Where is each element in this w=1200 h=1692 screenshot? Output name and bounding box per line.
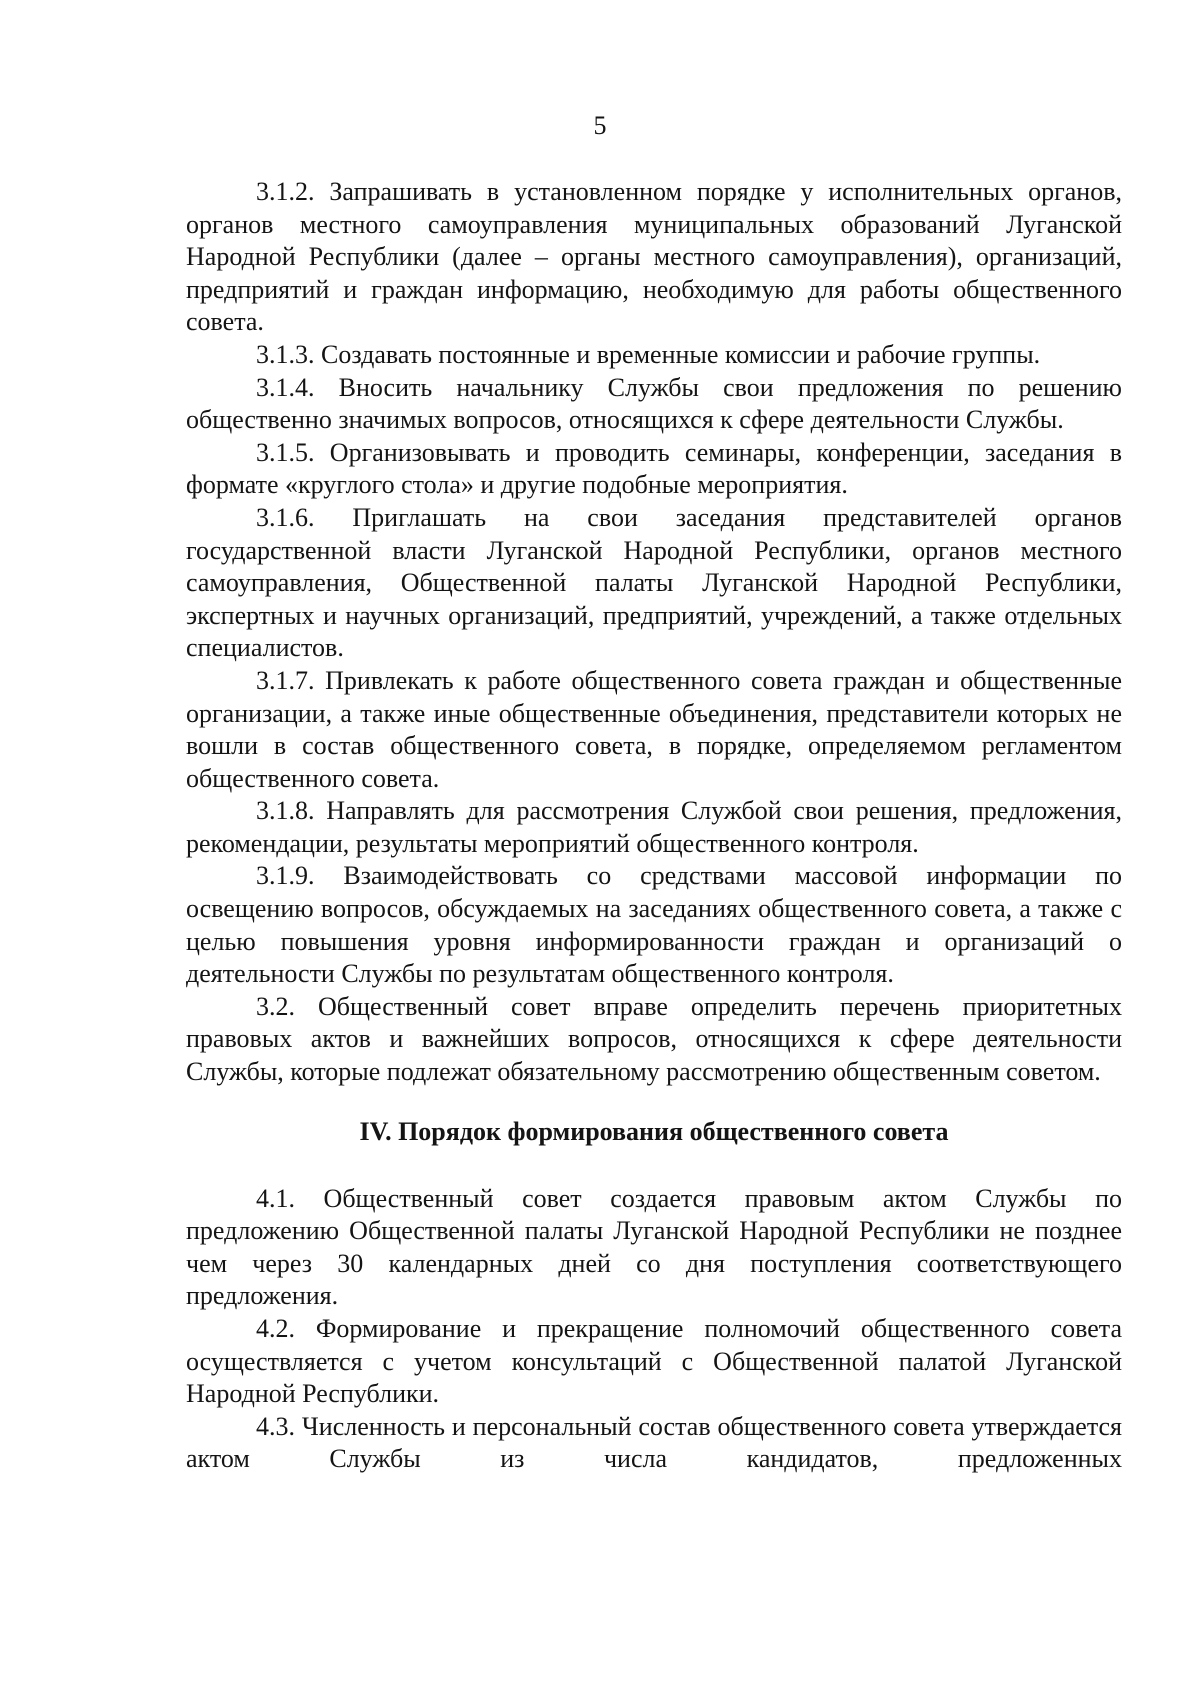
paragraph-3-1-3: 3.1.3. Создавать постоянные и временные комиссии и рабочие группы. bbox=[256, 339, 1041, 369]
paragraph-3-1-6: 3.1.6. Приглашать на свои заседания представителей органов государственной власти Луганской Народной Республики, органов местного самоуправления, Общественной палаты Луганской Народной Республики, экспертных и научных организаций, предприятий, учреждений, а также отдельных специалистов. bbox=[186, 502, 1122, 663]
paragraph-4-1: 4.1. Общественный совет создается правовым актом Службы по предложению Общественной палаты Луганской Народной Республики не позднее чем через 30 календарных дней со дня поступления соответствующего предложения. bbox=[186, 1183, 1122, 1311]
paragraph-3-1-8: 3.1.8. Направлять для рассмотрения Службой свои решения, предложения, рекомендации, результаты мероприятий общественного контроля. bbox=[186, 796, 1122, 858]
paragraph-3-1-7: 3.1.7. Привлекать к работе общественного совета граждан и общественные организации, а также иные общественные объединения, представители которых не вошли в состав общественного совета, в порядке, определяемом регламентом общественного совета. bbox=[186, 665, 1122, 793]
document-body bbox=[186, 176, 1122, 1476]
paragraph-4-3: 4.3. Численность и персональный состав общественного совета утверждается актом Службы из числа кандидатов, предложенных bbox=[186, 1411, 1122, 1474]
paragraph-3-1-2: 3.1.2. Запрашивать в установленном порядке у исполнительных органов, органов местного самоуправления муниципальных образований Луганской Народной Республики (далее – органы местного самоуправления), организаций, предприятий и граждан информацию, необходимую для работы общественного совета. bbox=[186, 177, 1122, 337]
paragraph-4-2: 4.2. Формирование и прекращение полномочий общественного совета осуществляется с учетом консультаций с Общественной палатой Луганской Народной Республики. bbox=[186, 1314, 1122, 1409]
page-number: 5 bbox=[593, 111, 607, 140]
paragraph-3-1-9: 3.1.9. Взаимодействовать со средствами массовой информации по освещению вопросов, обсуждаемых на заседаниях общественного совета, а также с целью повышения уровня информированности граждан и организаций о деятельности Службы по результатам общественного контроля. bbox=[186, 861, 1122, 989]
section-heading: IV. Порядок формирования общественного совета bbox=[359, 1116, 949, 1146]
paragraph-3-2: 3.2. Общественный совет вправе определить перечень приоритетных правовых актов и важнейших вопросов, относящихся к сфере деятельности Службы, которые подлежат обязательному рассмотрению общественным советом. bbox=[186, 991, 1122, 1087]
paragraph-3-1-5: 3.1.5. Организовывать и проводить семинары, конференции, заседания в формате «круглого стола» и другие подобные мероприятия. bbox=[186, 437, 1122, 500]
paragraph-3-1-4: 3.1.4. Вносить начальнику Службы свои предложения по решению общественно значимых вопросов, относящихся к сфере деятельности Службы. bbox=[186, 372, 1122, 435]
